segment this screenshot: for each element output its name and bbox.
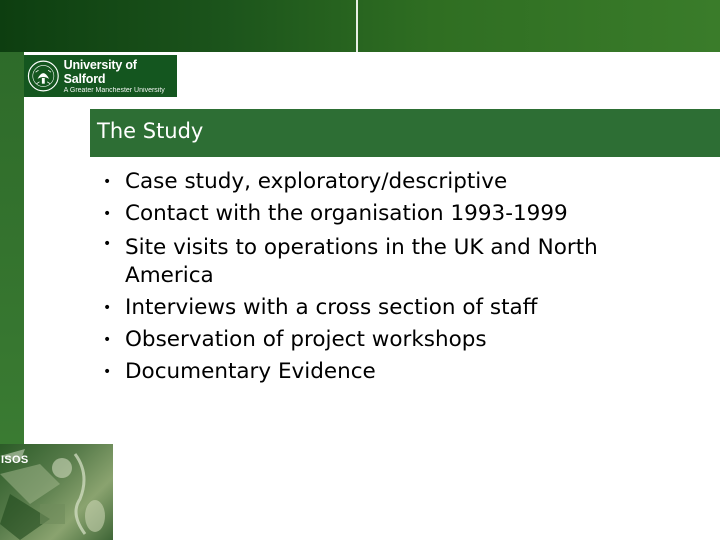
bullet-dot: • <box>103 174 112 190</box>
list-item <box>100 356 660 388</box>
isos-label: ISOS <box>1 454 29 466</box>
bullet-text: Case study, exploratory/descriptive <box>125 169 508 194</box>
bullet-list <box>100 166 660 388</box>
bullet-text: Interviews with a cross section of staff <box>125 295 538 320</box>
header-band <box>0 0 720 52</box>
university-logo <box>24 55 177 97</box>
bullet-text: Observation of project workshops <box>125 327 487 352</box>
list-item <box>100 166 660 198</box>
bullet-dot: • <box>103 300 112 316</box>
logo-university-name: University of Salford <box>63 57 137 86</box>
university-crest-icon <box>27 59 60 93</box>
slide-title: The Study <box>97 119 204 143</box>
bullet-dot: • <box>103 364 112 380</box>
bullet-dot: • <box>103 236 112 252</box>
bullet-text: Site visits to operations in the UK and North America <box>125 235 598 288</box>
bullet-dot: • <box>103 206 112 222</box>
bullet-text: Documentary Evidence <box>125 359 376 384</box>
bullet-text: Contact with the organisation 1993-1999 <box>125 201 568 226</box>
slide-title-bar <box>90 109 720 157</box>
header-divider <box>356 0 358 52</box>
list-item <box>100 198 660 230</box>
slide-content <box>100 166 660 388</box>
list-item <box>100 324 660 356</box>
bullet-dot: • <box>103 332 112 348</box>
isos-badge <box>0 444 113 540</box>
list-item <box>100 230 660 292</box>
list-item <box>100 292 660 324</box>
logo-tagline: A Greater Manchester University <box>63 86 165 94</box>
